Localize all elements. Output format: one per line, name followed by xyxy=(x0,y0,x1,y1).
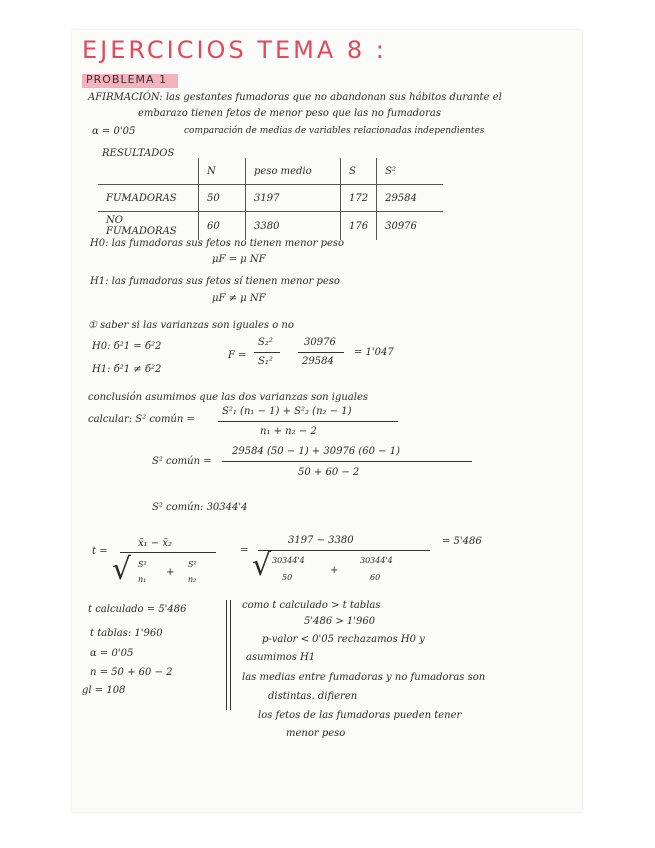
scomun-formula-bar xyxy=(218,421,398,422)
divider-line xyxy=(230,600,231,710)
table-cell: NO FUMADORAS xyxy=(98,212,199,241)
f-fraction-bar xyxy=(254,352,280,353)
plus-sign-2: + xyxy=(330,565,339,576)
plus-sign-1: + xyxy=(166,567,175,578)
summary-alpha: α = 0'05 xyxy=(90,648,134,659)
t-value-bar xyxy=(258,550,430,551)
f-numerator-value: 30976 xyxy=(304,337,336,348)
t-den-a: S² xyxy=(138,560,147,569)
page-title: EJERCICIOS TEMA 8 : xyxy=(82,36,387,64)
alpha-value: α = 0'05 xyxy=(92,126,136,137)
scomun-result: S² común: 30344'4 xyxy=(152,502,248,513)
table-header-cell: S xyxy=(341,158,377,185)
t-numerator: x̄₁ − x̄₂ xyxy=(138,538,173,549)
table-cell: 172 xyxy=(341,185,377,212)
step1-h0: H0: б²1 = б²2 xyxy=(92,341,162,352)
f-result: = 1'047 xyxy=(354,347,394,358)
table-header-cell: S² xyxy=(377,158,444,185)
conclusion-line2: 5'486 > 1'960 xyxy=(304,616,376,627)
summary-t-tablas: t tablas: 1'960 xyxy=(90,628,163,639)
results-label: RESULTADOS xyxy=(102,148,175,159)
table-header-cell: N xyxy=(199,158,246,185)
method-text: comparación de medias de variables relacionadas independientes xyxy=(184,126,485,136)
conclusion-line3: p-valor < 0'05 rechazamos H0 y xyxy=(262,634,425,645)
table-cell: 60 xyxy=(199,212,246,241)
divider-line xyxy=(226,600,227,710)
table-header-row xyxy=(98,158,443,185)
summary-t-calc: t calculado = 5'486 xyxy=(88,604,187,615)
conclusion-line5: las medias entre fumadoras y no fumadoras son xyxy=(242,672,486,683)
scomun-bar2 xyxy=(222,461,472,462)
t-numerator-value: 3197 − 3380 xyxy=(288,535,354,546)
results-table xyxy=(98,158,443,240)
t-den-val-b-n: 60 xyxy=(370,573,381,582)
conclusion-line6: distintas. difieren xyxy=(268,691,358,702)
scomun-den2: 50 + 60 − 2 xyxy=(298,467,360,478)
step1-h1: H1: б²1 ≠ б²2 xyxy=(92,364,162,375)
t-den-val-b: 30344'4 xyxy=(360,556,393,565)
table-cell: 176 xyxy=(341,212,377,241)
conclusion-line7: los fetos de las fumadoras pueden tener xyxy=(258,710,462,721)
f-value-bar xyxy=(298,352,344,353)
t-result: = 5'486 xyxy=(442,536,482,547)
notebook-page xyxy=(72,30,582,812)
scomun-formula-num: S²₁ (n₁ − 1) + S²₂ (n₂ − 1) xyxy=(222,406,352,417)
f-denominator-value: 29584 xyxy=(302,356,334,367)
problem-label: PROBLEMA 1 xyxy=(86,73,168,86)
table-header-cell: peso medio xyxy=(246,158,341,185)
scomun-calc-label: calcular: S² común = xyxy=(88,414,195,425)
t-fraction-bar xyxy=(120,552,216,553)
statement-line1: AFIRMACIÓN: las gestantes fumadoras que no abandonan sus hábitos durante el xyxy=(88,92,502,103)
conclusion-line4: asumimos H1 xyxy=(246,652,316,663)
h0-expression: μF = μ NF xyxy=(212,254,266,265)
h1-text: H1: las fumadoras sus fetos sí tienen menor peso xyxy=(90,276,340,287)
f-denominator: S₁² xyxy=(258,356,273,367)
table-row xyxy=(98,212,443,241)
scomun-formula-den: n₁ + n₂ − 2 xyxy=(260,426,317,437)
scomun-label2: S² común = xyxy=(152,456,212,467)
table-cell: 30976 xyxy=(377,212,444,241)
t-den-val-a-n: 50 xyxy=(282,573,293,582)
table-cell: 3380 xyxy=(246,212,341,241)
step1-title: ① saber si las varianzas son iguales o no xyxy=(88,320,294,331)
table-cell: FUMADORAS xyxy=(98,185,199,212)
t-den-b: S² xyxy=(188,560,197,569)
table-header-cell xyxy=(98,158,199,185)
h0-text: H0: las fumadoras sus fetos no tienen menor peso xyxy=(90,238,345,249)
t-den-b-n: n₂ xyxy=(188,575,197,584)
sqrt-icon: √ xyxy=(112,552,132,587)
equals-sign: = xyxy=(240,545,249,556)
f-numerator: S₂² xyxy=(258,337,273,348)
table-row xyxy=(98,185,443,212)
scomun-num2: 29584 (50 − 1) + 30976 (60 − 1) xyxy=(232,446,400,457)
variance-conclusion: conclusión asumimos que las dos varianzas son iguales xyxy=(88,392,368,403)
summary-n: n = 50 + 60 − 2 xyxy=(90,667,173,678)
summary-gl: gl = 108 xyxy=(82,685,126,696)
statement-line2: embarazo tienen fetos de menor peso que las no fumadoras xyxy=(138,108,441,119)
conclusion-line8: menor peso xyxy=(286,728,346,739)
h1-expression: μF ≠ μ NF xyxy=(212,293,266,304)
table-cell: 50 xyxy=(199,185,246,212)
t-den-a-n: n₁ xyxy=(138,575,147,584)
table-cell: 29584 xyxy=(377,185,444,212)
t-den-val-a: 30344'4 xyxy=(272,556,305,565)
conclusion-line1: como t calculado > t tablas xyxy=(242,600,381,611)
table-cell: 3197 xyxy=(246,185,341,212)
t-label: t = xyxy=(92,546,108,557)
f-label: F = xyxy=(228,350,247,361)
sqrt-icon: √ xyxy=(252,548,272,583)
